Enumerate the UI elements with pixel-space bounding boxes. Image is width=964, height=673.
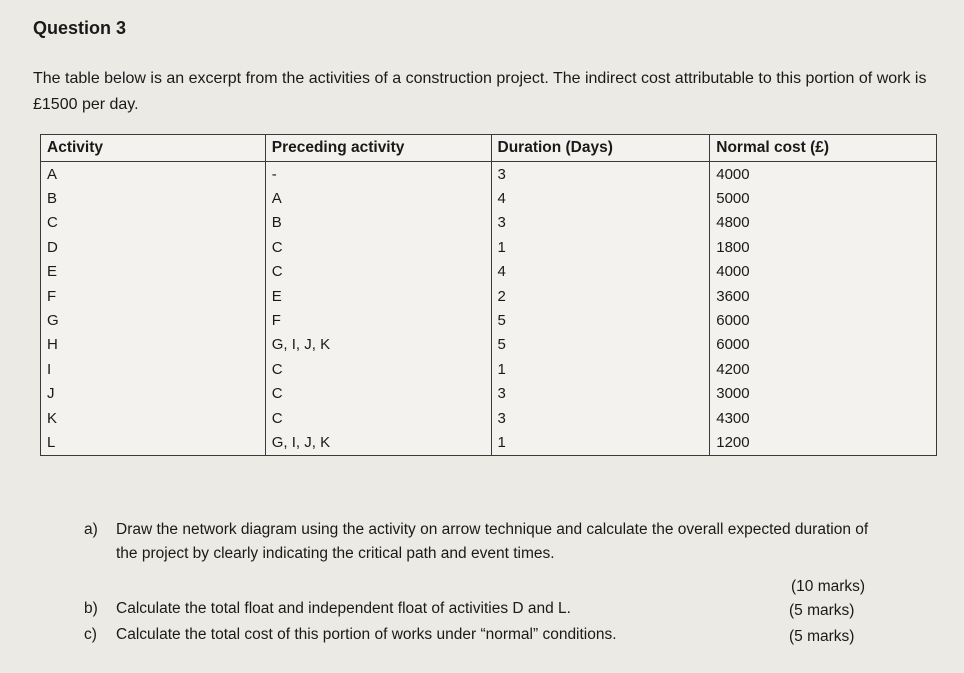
part-c-marks: (5 marks) [789, 628, 855, 645]
table-row [41, 357, 937, 381]
cell-duration: 3 [491, 406, 710, 430]
cell-preceding: F [265, 308, 491, 332]
table-row [41, 211, 937, 235]
cell-duration: 3 [491, 382, 710, 406]
cell-activity: D [41, 235, 266, 259]
intro-text: The table below is an excerpt from the activities of a construction project. The indirect cost attributable to this portion of work is £1500 per day. [33, 70, 927, 113]
cell-cost: 4200 [710, 357, 937, 381]
cell-duration: 3 [491, 211, 710, 235]
table-row [41, 333, 937, 357]
cell-cost: 6000 [710, 308, 937, 332]
cell-preceding: C [265, 235, 491, 259]
cell-preceding: C [265, 406, 491, 430]
cell-preceding: C [265, 357, 491, 381]
part-a-text: Draw the network diagram using the activity on arrow technique and calculate the overall expected duration of the project by clearly indicating the critical path and event times. [116, 521, 869, 562]
question-part-b [84, 600, 571, 618]
cell-cost: 4000 [710, 260, 937, 284]
cell-duration: 5 [491, 333, 710, 357]
cell-duration: 1 [491, 357, 710, 381]
cell-duration: 3 [491, 162, 710, 187]
cell-activity: K [41, 406, 266, 430]
cell-activity: I [41, 357, 266, 381]
table-row [41, 162, 937, 187]
table-row [41, 284, 937, 308]
cell-cost: 6000 [710, 333, 937, 357]
cell-preceding: B [265, 211, 491, 235]
header-activity: Activity [41, 135, 266, 162]
cell-duration: 1 [491, 235, 710, 259]
cell-activity: L [41, 430, 266, 455]
table-row [41, 260, 937, 284]
table-row [41, 430, 937, 455]
cell-cost: 4000 [710, 162, 937, 187]
cell-activity: G [41, 308, 266, 332]
cell-duration: 2 [491, 284, 710, 308]
header-preceding-activity: Preceding activity [265, 135, 491, 162]
table-row [41, 406, 937, 430]
cell-cost: 3600 [710, 284, 937, 308]
cell-preceding: E [265, 284, 491, 308]
cell-activity: J [41, 382, 266, 406]
cell-activity: B [41, 186, 266, 210]
table-row [41, 235, 937, 259]
cell-cost: 1200 [710, 430, 937, 455]
cell-duration: 4 [491, 186, 710, 210]
question-title: Question 3 [33, 18, 127, 38]
cell-preceding: G, I, J, K [265, 430, 491, 455]
cell-cost: 5000 [710, 186, 937, 210]
table-row [41, 382, 937, 406]
part-b-marks: (5 marks) [789, 602, 855, 619]
cell-preceding: C [265, 260, 491, 284]
part-c-letter: c) [84, 626, 97, 643]
cell-duration: 4 [491, 260, 710, 284]
header-duration: Duration (Days) [491, 135, 710, 162]
question-part-a [84, 518, 894, 566]
part-a-marks: (10 marks) [791, 578, 866, 595]
cell-activity: C [41, 211, 266, 235]
cell-cost: 1800 [710, 235, 937, 259]
part-b-text: Calculate the total float and independent float of activities D and L. [116, 600, 571, 617]
question-part-c [84, 626, 617, 644]
cell-cost: 4800 [710, 211, 937, 235]
cell-preceding: C [265, 382, 491, 406]
cell-preceding: A [265, 186, 491, 210]
table-header-row [41, 135, 937, 162]
part-a-letter: a) [84, 521, 98, 538]
table-row [41, 308, 937, 332]
cell-cost: 3000 [710, 382, 937, 406]
header-normal-cost: Normal cost (£) [710, 135, 937, 162]
table-row [41, 186, 937, 210]
cell-activity: A [41, 162, 266, 187]
cell-preceding: G, I, J, K [265, 333, 491, 357]
cell-activity: F [41, 284, 266, 308]
cell-cost: 4300 [710, 406, 937, 430]
part-c-text: Calculate the total cost of this portion of works under “normal” conditions. [116, 626, 617, 643]
cell-preceding: - [265, 162, 491, 187]
cell-duration: 5 [491, 308, 710, 332]
part-b-letter: b) [84, 600, 98, 617]
cell-duration: 1 [491, 430, 710, 455]
cell-activity: H [41, 333, 266, 357]
cell-activity: E [41, 260, 266, 284]
activities-table [40, 134, 937, 456]
